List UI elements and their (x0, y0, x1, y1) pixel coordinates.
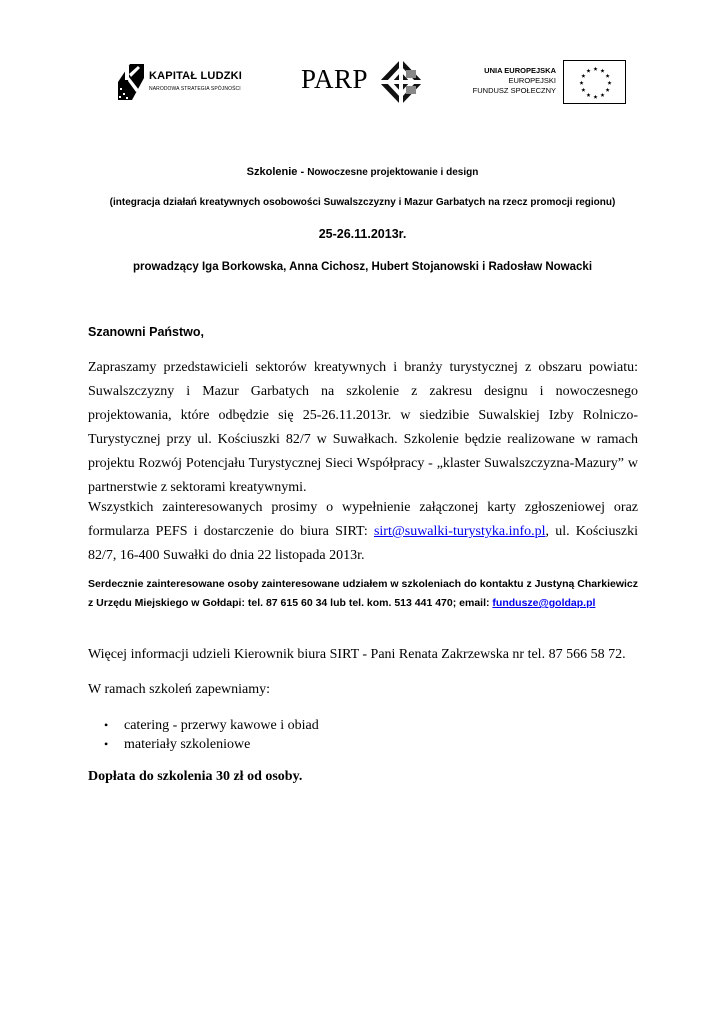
kapital-ludzki-logo (116, 60, 256, 104)
kapital-ludzki-emblem-icon (116, 60, 146, 104)
surcharge-note: Dopłata do szkolenia 30 zł od osoby. (88, 769, 303, 784)
parp-logo (300, 58, 425, 108)
eu-star (581, 74, 585, 78)
eu-stars-icon (564, 61, 627, 105)
eu-star (606, 74, 610, 78)
kapital-ludzki-subtitle: NARODOWA STRATEGIA SPÓJNOŚCI (149, 86, 241, 92)
training-trainers: prowadzący Iga Borkowska, Anna Cichosz, Hubert Stojanowski i Radosław Nowacki (132, 261, 593, 273)
list-item (104, 735, 319, 754)
training-dates: 25-26.11.2013r. (318, 227, 407, 241)
registration-text-before: Wszystkich zainteresowanych prosimy o wypełnienie załączonej karty zgłoszeniowej oraz formularza PEFS i dostarczenie do biura SIRT: (88, 500, 638, 539)
eu-star (579, 81, 583, 85)
eu-star (606, 88, 610, 92)
registration-text-after: , ul. Kościuszki 82/7, 16-400 Suwałki do dnia 22 listopada 2013r. (88, 524, 639, 563)
parp-logo-text: PARP (301, 64, 369, 94)
eu-star (593, 95, 597, 99)
list-item (104, 716, 319, 735)
greeting: Szanowni Państwo, (88, 325, 204, 339)
registration-paragraph (88, 496, 638, 568)
parp-diamond-icon (378, 58, 424, 106)
eu-star (600, 69, 604, 73)
kapital-ludzki-title: KAPITAŁ LUDZKI (149, 70, 243, 82)
provides-intro: W ramach szkoleń zapewniamy: (88, 682, 271, 697)
ue-label-line3: FUNDUSZ SPOŁECZNY (472, 86, 556, 95)
bullet-icon: • (104, 718, 109, 732)
ue-label-line1: UNIA EUROPEJSKA (484, 66, 556, 75)
ue-label-line2: EUROPEJSKI (508, 76, 556, 85)
training-title (0, 166, 725, 178)
ue-efs-label (468, 66, 556, 96)
training-title-name: Nowoczesne projektowanie i design (307, 167, 479, 178)
list-item-text: catering - przerwy kawowe i obiad (124, 718, 319, 733)
bullet-icon: • (104, 737, 109, 751)
eu-star (593, 67, 597, 71)
goldap-email-link[interactable]: fundusze@goldap.pl (492, 597, 596, 609)
eu-star (581, 88, 585, 92)
training-title-prefix: Szkolenie - (246, 166, 308, 178)
eu-flag-logo (563, 60, 626, 104)
contact-text: Serdecznie zainteresowane osoby zainteresowane udziałem w szkoleniach do kontaktu z Justyną Charkiewicz z Urzędu Miejskiego w Gołdapi: tel. 87 615 60 34 lub tel. kom. 513 441 470; email: (88, 578, 638, 609)
eu-star (600, 93, 604, 97)
invitation-paragraph: Zapraszamy przedstawicieli sektorów kreatywnych i branży turystycznej z obszaru powiatu: Suwalszczyzny i Mazur Garbatych na szkolenie z zakresu designu i nowoczesnego projektowania, które odbędzie się 25-26.11.2013r. w siedzibie Suwalskiej Izby Rolniczo-Turystycznej przy ul. Kościuszki 82/7 w Suwałkach. Szkolenie będzie realizowane w ramach projektu Rozwój Potencjału Turystycznej Sieci Współpracy - „klaster Suwalszczyzna-Mazury” w partnerstwie z sektorami kreatywnymi. (88, 360, 638, 495)
eu-star (607, 81, 611, 85)
eu-star (586, 69, 590, 73)
list-item-text: materiały szkoleniowe (124, 737, 251, 752)
eu-star (586, 93, 590, 97)
contact-paragraph (88, 575, 638, 613)
sirt-email-link[interactable]: sirt@suwalki-turystyka.info.pl (373, 524, 546, 539)
provides-list (104, 716, 319, 754)
info-line: Więcej informacji udzieli Kierownik biura SIRT - Pani Renata Zakrzewska nr tel. 87 566 58 72. (88, 647, 626, 662)
training-subtitle: (integracja działań kreatywnych osobowości Suwalszczyzny i Mazur Garbatych na rzecz promocji regionu) (109, 197, 616, 208)
